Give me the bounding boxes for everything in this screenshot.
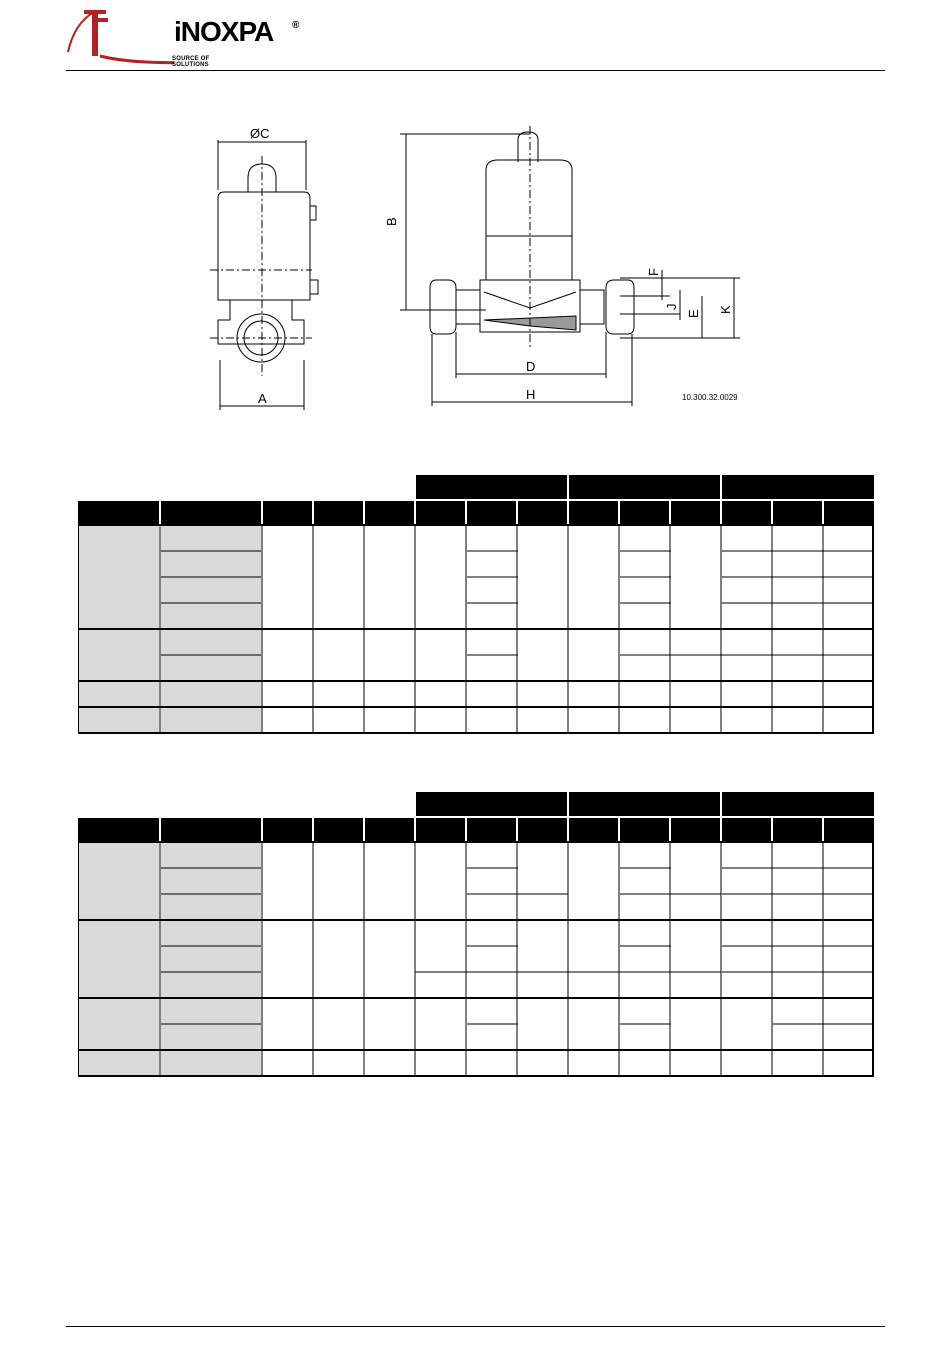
dimension-j-label: J	[664, 303, 679, 310]
drawing-reference-code: 10.300.32.0029	[682, 393, 738, 402]
dimension-h-label: H	[526, 387, 536, 402]
footer-rule	[66, 1326, 885, 1327]
dimensions-table-2-grid	[78, 792, 874, 1082]
dimension-e-label: E	[686, 309, 701, 318]
dimension-f-label: F	[646, 268, 661, 276]
logo-tagline: SOURCE OF SOLUTIONS	[172, 56, 210, 68]
logo-wordmark: iNOXPA	[174, 16, 274, 47]
dimension-b-label: B	[384, 217, 399, 226]
dimension-c-label: ØC	[250, 126, 270, 141]
logo-registered-mark: ®	[292, 20, 300, 31]
valve-drawing	[200, 120, 760, 425]
dimensions-table-1-grid	[78, 475, 874, 737]
dimensions-table-2	[78, 792, 874, 1082]
dimension-d-label: D	[526, 359, 536, 374]
valve-drawing-svg	[200, 120, 760, 420]
header-rule	[66, 70, 885, 71]
inoxpa-logo	[64, 4, 300, 68]
logo-pump-icon	[64, 4, 174, 66]
dimensions-table-1	[78, 475, 874, 737]
dimension-a-label: A	[258, 391, 267, 406]
dimension-k-label: K	[718, 305, 733, 314]
